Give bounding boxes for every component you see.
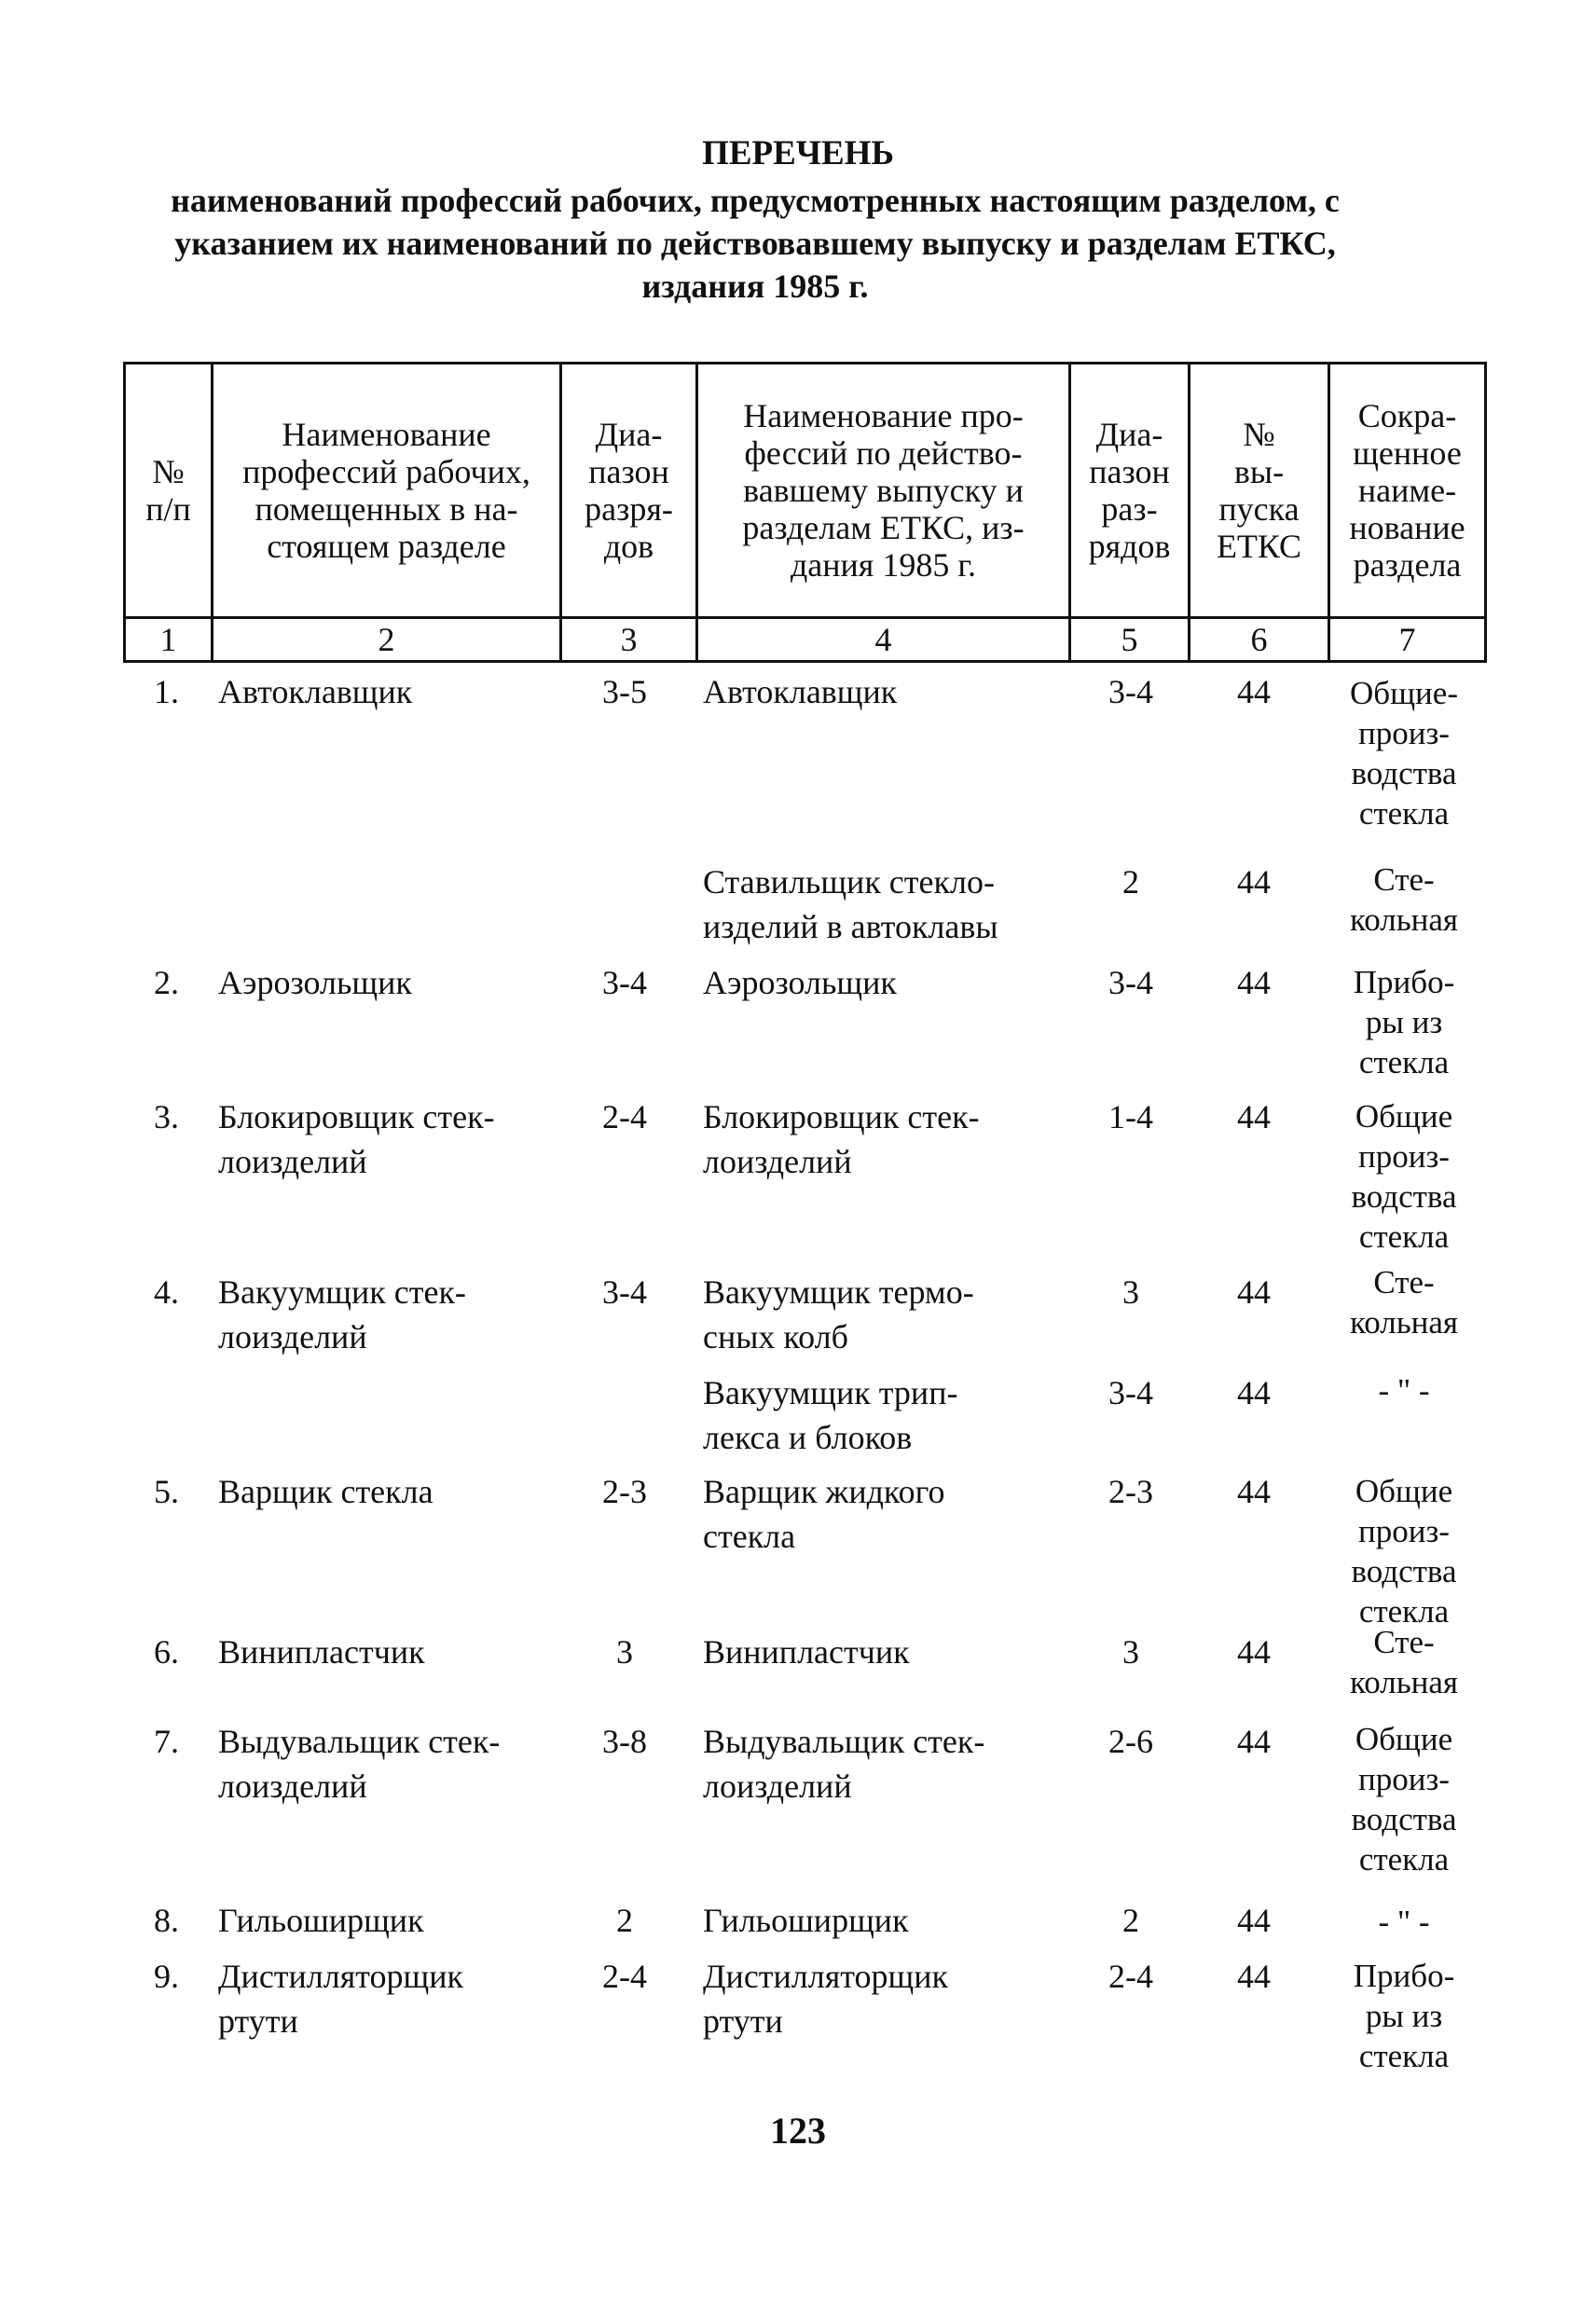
section-name: Общие произ- водства стекла <box>1351 1473 1457 1630</box>
table-header <box>123 362 1487 663</box>
etks-issue: 44 <box>1237 1723 1271 1760</box>
row-number: 4. <box>154 1273 179 1311</box>
old-profession-name: Блокировщик стек- лоизделий <box>703 1098 980 1180</box>
etks-issue: 44 <box>1237 673 1271 710</box>
profession-name: Винипластчик <box>218 1633 425 1671</box>
old-profession-name: Вакуумщик трип- лекса и блоков <box>703 1374 958 1456</box>
section-name: Прибо- ры из стекла <box>1353 1958 1455 2074</box>
etks-issue: 44 <box>1237 1473 1271 1510</box>
old-grade-range: 3-4 <box>1108 964 1153 1001</box>
old-profession-name: Гильоширщик <box>703 1902 909 1939</box>
old-grade-range: 2-3 <box>1108 1473 1153 1510</box>
header-cell: Наименование профессий рабочих, помещенных в на- стоящем разделе <box>213 364 561 618</box>
row-number: 8. <box>154 1902 179 1939</box>
section-name: Сте- кольная <box>1349 1264 1459 1341</box>
old-grade-range: 2 <box>1122 1902 1139 1939</box>
etks-issue: 44 <box>1237 1633 1271 1671</box>
grade-range: 3-4 <box>602 964 647 1001</box>
old-grade-range: 3 <box>1122 1633 1139 1671</box>
header-cell: Наименование про- фессий по действо- вавшему выпуску и разделам ЕТКС, из- дания 1985 г. <box>697 364 1070 618</box>
row-number: 9. <box>154 1958 179 1995</box>
document-subtitle: наименований профессий рабочих, предусмотренных настоящим разделом, с указанием их наименований по действовавшему выпуску и разделам ЕТКС, издания 1985 г. <box>171 182 1340 305</box>
grade-range: 3 <box>616 1633 633 1671</box>
etks-issue: 44 <box>1237 1902 1271 1939</box>
row-number: 1. <box>154 673 179 710</box>
row-number: 3. <box>154 1098 179 1135</box>
section-name: Сте- кольная <box>1349 861 1459 938</box>
section-name: - " - <box>1378 1904 1430 1940</box>
grade-range: 2 <box>616 1902 633 1939</box>
profession-name: Аэрозольщик <box>218 964 412 1001</box>
section-name: Сте- кольная <box>1349 1624 1459 1700</box>
column-number: 3 <box>561 618 697 662</box>
old-grade-range: 3-4 <box>1108 1374 1153 1411</box>
old-profession-name: Вакуумщик термо- сных колб <box>703 1273 974 1355</box>
old-profession-name: Выдувальщик стек- лоизделий <box>703 1723 985 1805</box>
row-number: 7. <box>154 1723 179 1760</box>
etks-issue: 44 <box>1237 1958 1271 1995</box>
etks-issue: 44 <box>1237 1273 1271 1311</box>
profession-name: Блокировщик стек- лоизделий <box>218 1098 495 1180</box>
old-grade-range: 2 <box>1122 863 1139 901</box>
old-profession-name: Винипластчик <box>703 1633 910 1671</box>
etks-issue: 44 <box>1237 1374 1271 1411</box>
row-number: 2. <box>154 964 179 1001</box>
column-number: 2 <box>213 618 561 662</box>
old-profession-name: Автоклавщик <box>703 673 898 710</box>
old-profession-name: Варщик жидкого стекла <box>703 1473 945 1555</box>
old-grade-range: 2-4 <box>1108 1958 1153 1995</box>
column-number: 1 <box>125 618 213 662</box>
grade-range: 3-4 <box>602 1273 647 1311</box>
etks-issue: 44 <box>1237 863 1271 901</box>
profession-name: Выдувальщик стек- лоизделий <box>218 1723 501 1805</box>
grade-range: 2-4 <box>602 1098 647 1135</box>
grade-range: 2-3 <box>602 1473 647 1510</box>
header-cell: Диа- пазон разря- дов <box>561 364 697 618</box>
section-name: Общие- произ- водства стекла <box>1350 675 1458 832</box>
grade-range: 2-4 <box>602 1958 647 1995</box>
column-number: 6 <box>1190 618 1329 662</box>
old-profession-name: Аэрозольщик <box>703 964 897 1001</box>
profession-name: Автоклавщик <box>218 673 413 710</box>
column-number: 5 <box>1070 618 1190 662</box>
header-cell: Сокра- щенное наиме- нование раздела <box>1329 364 1486 618</box>
grade-range: 3-8 <box>602 1723 647 1760</box>
row-number: 6. <box>154 1633 179 1671</box>
old-grade-range: 1-4 <box>1108 1098 1153 1135</box>
grade-range: 3-5 <box>602 673 647 710</box>
header-cell: № п/п <box>125 364 213 618</box>
etks-issue: 44 <box>1237 964 1271 1001</box>
section-name: Общие произ- водства стекла <box>1351 1098 1457 1255</box>
old-grade-range: 3 <box>1122 1273 1139 1311</box>
profession-name: Вакуумщик стек- лоизделий <box>218 1273 466 1355</box>
section-name: Общие произ- водства стекла <box>1351 1721 1457 1878</box>
header-cell: Диа- пазон раз- рядов <box>1070 364 1190 618</box>
section-name: - " - <box>1378 1372 1430 1409</box>
old-profession-name: Дистилляторщик ртути <box>703 1958 949 2040</box>
old-profession-name: Ставильщик стекло- изделий в автоклавы <box>703 863 998 945</box>
column-number: 4 <box>697 618 1070 662</box>
old-grade-range: 2-6 <box>1108 1723 1153 1760</box>
row-number: 5. <box>154 1473 179 1510</box>
profession-name: Варщик стекла <box>218 1473 433 1510</box>
etks-issue: 44 <box>1237 1098 1271 1135</box>
old-grade-range: 3-4 <box>1108 673 1153 710</box>
document-title: ПЕРЕЧЕНЬ <box>702 134 894 172</box>
profession-name: Дистилляторщик ртути <box>218 1958 464 2040</box>
header-cell: № вы- пуска ЕТКС <box>1190 364 1329 618</box>
page-number: 123 <box>770 2110 826 2152</box>
profession-name: Гильоширщик <box>218 1902 424 1939</box>
section-name: Прибо- ры из стекла <box>1353 964 1455 1080</box>
column-number: 7 <box>1329 618 1486 662</box>
